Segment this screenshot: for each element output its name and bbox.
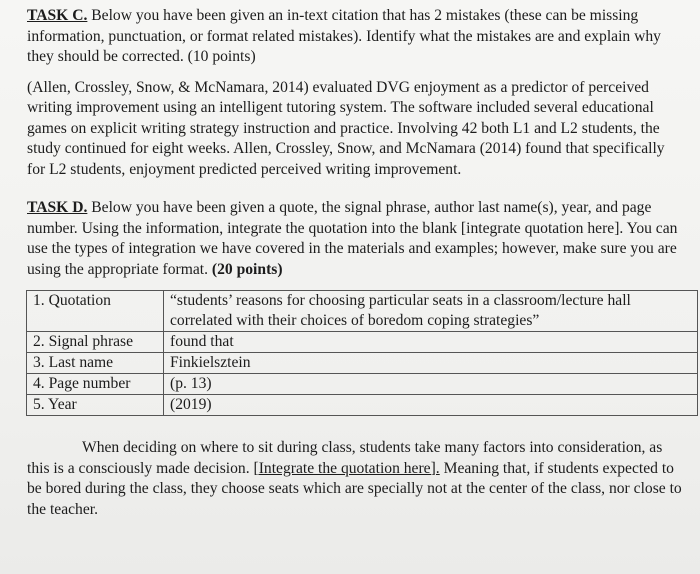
task-d-label: TASK D. — [27, 199, 88, 216]
table-value: “students’ reasons for choosing particular seats in a classroom/lecture hall correlated with their choices of boredom coping strategies” — [164, 291, 698, 332]
task-d-points: (20 points) — [211, 260, 283, 278]
task-c-instructions: Below you have been given an in-text citation that has 2 mistakes (these can be missing information, punctuation, or format related mistakes). Identify what the mistakes are and explain why they should be corrected. (10 points) — [27, 7, 661, 65]
task-d-instructions: Below you have been given a quote, the signal phrase, author last name(s), year, and page number. Using the information, integrate the quotation into the blank [integrate quotation here]. You can use the types of integration we have covered in the materials and examples; however, make sure you are using the appropriate format. — [27, 199, 678, 278]
table-value: (2019) — [164, 395, 698, 416]
task-c-paragraph — [27, 6, 686, 68]
table-row — [27, 353, 698, 374]
integrate-quotation-placeholder: [Integrate the quotation here]. — [253, 459, 440, 477]
table-key: 1. Quotation — [27, 291, 164, 332]
task-c-passage: (Allen, Crossley, Snow, & McNamara, 2014) evaluated DVG enjoyment as a predictor of perceived writing improvement using an intelligent tutoring system. The software included several educational games on explicit writing strategy instruction and practice. Involving 42 both L1 and L2 students, the study continued for eight weeks. Allen, Crossley, Snow, and McNamara (2014) found that specifically for L2 students, enjoyment predicted perceived writing improvement. — [27, 78, 665, 178]
table-value: (p. 13) — [164, 374, 698, 395]
table-value: found that — [164, 332, 698, 353]
table-row — [27, 395, 698, 416]
table-key: 5. Year — [27, 395, 164, 416]
closing-paragraph — [27, 438, 686, 520]
closing-after: Meaning that, if students expected to be bored during the class, they choose seats which are specially not at the center of the class, nor close to the teacher. — [27, 459, 682, 518]
closing-before: When deciding on where to sit during class, students take many factors into consideration, as this is a consciously made decision. — [27, 439, 663, 477]
table-value: Finkielsztein — [164, 353, 698, 374]
table-row — [27, 332, 698, 353]
table-key: 3. Last name — [27, 353, 164, 374]
task-d-paragraph — [27, 198, 686, 280]
table-row — [27, 291, 698, 332]
info-table — [26, 290, 698, 416]
table-row — [27, 374, 698, 395]
table-key: 2. Signal phrase — [27, 332, 164, 353]
task-c-label: TASK C. — [27, 7, 88, 24]
table-key: 4. Page number — [27, 374, 164, 395]
